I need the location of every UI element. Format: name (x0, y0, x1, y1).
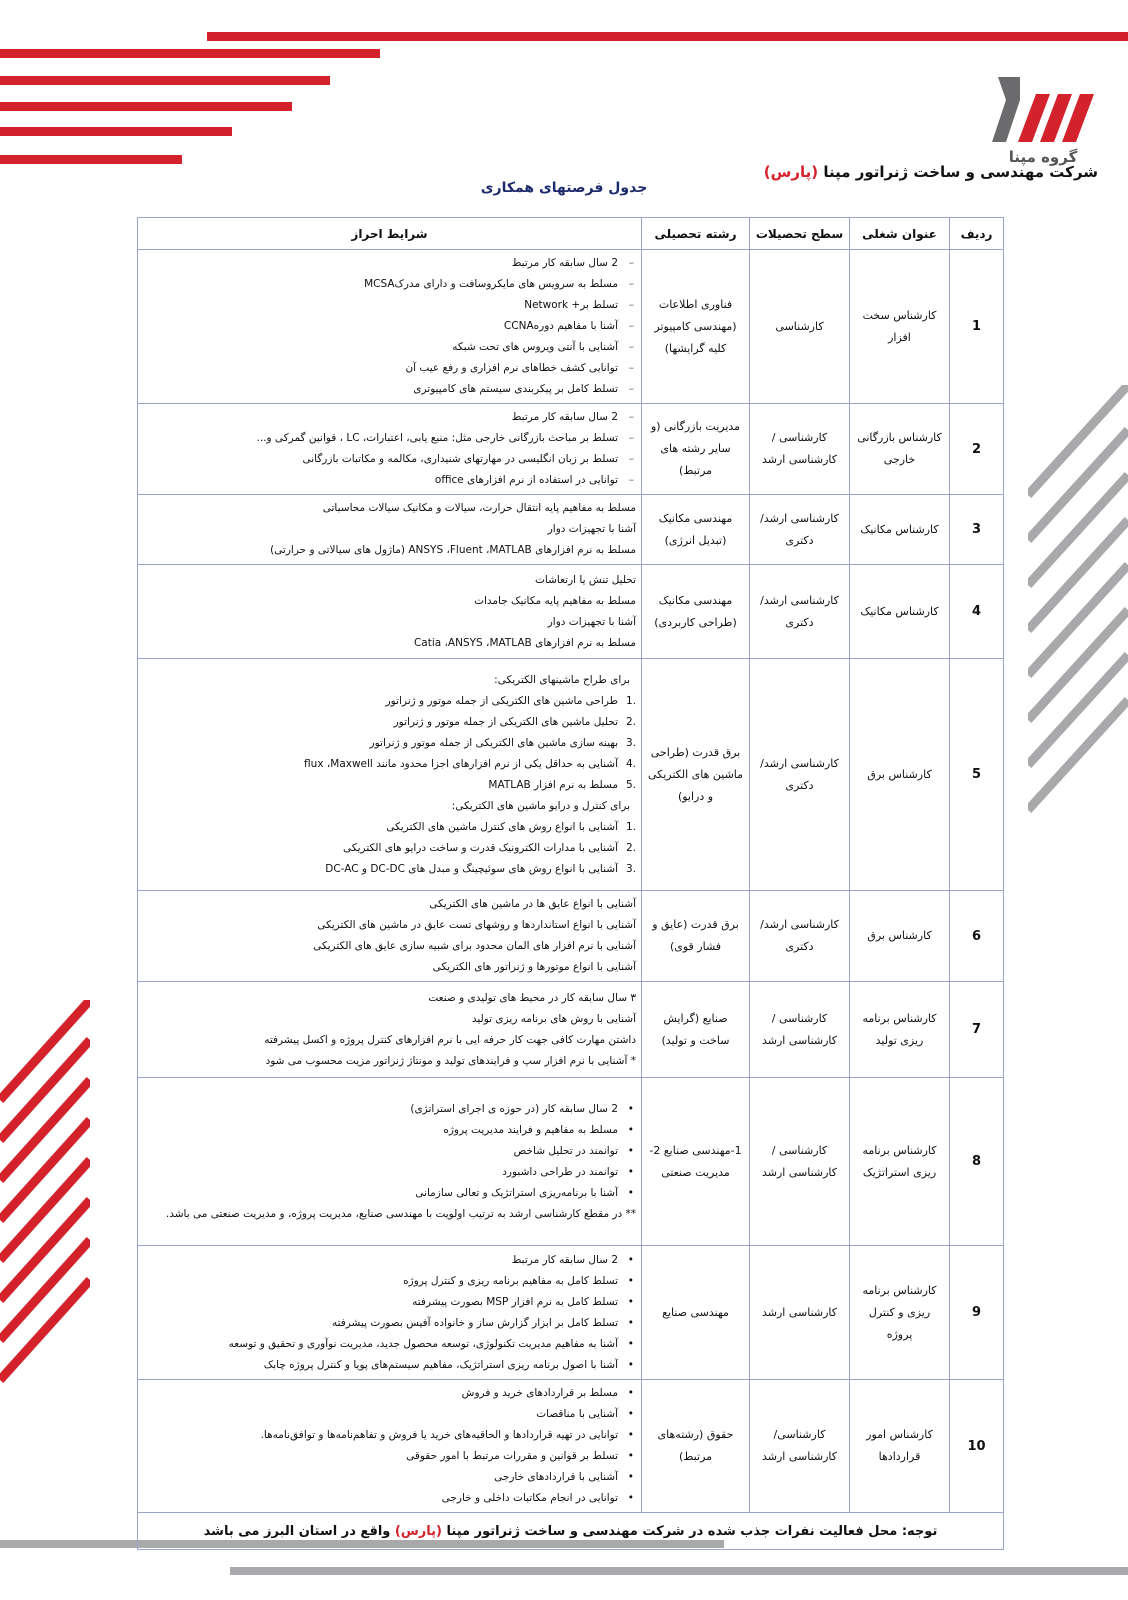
table-row (138, 495, 1004, 565)
requirement-item: .2 آشنایی با مدارات الکترونیک قدرت و ساخت درایو های الکتریکی (343, 841, 636, 854)
requirement-item: – توانایی در استفاده از نرم افزارهای office (143, 470, 636, 491)
requirement-group-title: برای کنترل و درایو ماشین های الکتریکی: (451, 799, 630, 812)
mapna-logo (988, 72, 1098, 167)
left-red-stripe (0, 127, 232, 136)
requirement-item: • آشنا با اصول برنامه ریزی استراتژیک، مفاهیم سیستم‌های پویا و کنترل پروژه چابک (143, 1355, 636, 1376)
job-title: کارشناس برنامه ریزی و کنترل پروژه (850, 1246, 950, 1380)
company-name: شرکت مهندسی و ساخت ژنراتور مپنا (پارس) (763, 163, 1098, 181)
field-of-study: حقوق (رشته‌های مرتبط) (642, 1380, 750, 1513)
requirement-item: • تسلط کامل به نرم افزار MSP بصورت پیشرفته (143, 1292, 636, 1313)
row-number: 3 (950, 495, 1004, 565)
requirement-item: آشنایی با انواع عایق ها در ماشین های الکتریکی (429, 898, 636, 910)
row-number: 8 (950, 1078, 1004, 1246)
requirement-item: – تسلط بر زبان انگلیسی در مهارتهای شنیداری، مکالمه و مکاتبات بازرگانی (143, 449, 636, 470)
requirement-item: – آشنا با مفاهیم دورهCCNA (143, 316, 636, 337)
table-row (138, 982, 1004, 1078)
header-job-title: عنوان شغلی (850, 218, 950, 250)
field-of-study: مهندسی مکانیک (تبدیل انرژی) (642, 495, 750, 565)
requirements-cell (138, 404, 642, 495)
requirements-cell (138, 1078, 642, 1246)
requirement-item: • توانمند در طراحی داشبورد (143, 1162, 636, 1183)
job-title: کارشناس مکانیک (850, 565, 950, 659)
requirement-item: آشنایی با انواع موتورها و ژنراتور های الکتریکی (432, 961, 636, 973)
requirement-item: داشتن مهارت کافی جهت کار حرفه ایی با نرم افزارهای کنترل پروژه و اکسل پیشرفته (264, 1033, 636, 1046)
requirement-item: • توانایی در تهیه قراردادها و الحاقیه‌های خرید یا فروش و تفاهم‌نامه‌ها و توافق‌نامه‌ها. (143, 1425, 636, 1446)
field-of-study: مدیریت بازرگانی (و سایر رشته های مرتبط) (642, 404, 750, 495)
left-red-stripe (0, 155, 182, 164)
field-of-study: برق قدرت (طراحی ماشین های الکتریکی و درایو) (642, 659, 750, 891)
requirement-item: .3 آشنایی با انواع روش های سوئیچینگ و مبدل های DC-DC و DC-AC (325, 862, 636, 875)
education-level: کارشناسی (750, 250, 850, 404)
table-row (138, 1246, 1004, 1380)
education-level: کارشناسی /کارشناسی ارشد (750, 404, 850, 495)
left-red-stripe (0, 102, 292, 111)
requirement-item: – مسلط به سرویس های مایکروسافت و دارای مدرکMCSA (143, 274, 636, 295)
requirement-item: • 2 سال سابقه کار (در حوزه ی اجرای استراتژی) (143, 1099, 636, 1120)
requirement-item: – تسلط بر+ Network (143, 295, 636, 316)
requirement-item: • توانایی در انجام مکاتبات داخلی و خارجی (143, 1488, 636, 1509)
requirement-item: • مسلط به مفاهیم و فرایند مدیریت پروژه (143, 1120, 636, 1141)
job-title: کارشناس برق (850, 891, 950, 982)
requirement-item: مسلط به نرم افزارهای ANSYS ،Fluent ،MATLAB (ماژول های سیالاتی و حرارتی) (270, 544, 636, 556)
job-title: کارشناس سخت افزار (850, 250, 950, 404)
field-of-study: مهندسی صنایع (642, 1246, 750, 1380)
requirement-item: • تسلط کامل بر ابزار گزارش ساز و خانواده آفیس بصورت پیشرفته (143, 1313, 636, 1334)
requirement-item: مسلط به نرم افزارهای Catia ،ANSYS ،MATLAB (413, 636, 636, 649)
requirement-item: مسلط به مفاهیم پایه انتقال حرارت، سیالات و مکانیک سیالات محاسباتی (322, 502, 636, 514)
bottom-gray-stripe (230, 1567, 1128, 1575)
field-of-study: صنایع (گرایش ساخت و تولید) (642, 982, 750, 1078)
row-number: 7 (950, 982, 1004, 1078)
education-level: کارشناسی ارشد (750, 1246, 850, 1380)
requirements-cell (138, 565, 642, 659)
education-level: کارشناسی ارشد/ دکتری (750, 495, 850, 565)
requirement-note: ** در مقطع کارشناسی ارشد به ترتیب اولویت با مهندسی صنایع، مدیریت پروژه، و مدیریت صنعتی می باشد. (165, 1207, 636, 1220)
requirement-item: .5 مسلط به نرم افزار MATLAB (488, 778, 636, 791)
requirement-item: • آشنا به مفاهیم مدیریت تکنولوژی، توسعه محصول جدید، مدیریت نوآوری و تحقیق و توسعه (143, 1334, 636, 1355)
requirement-item: • 2 سال سابقه کار مرتبط (143, 1250, 636, 1271)
requirement-item: آشنایی با روش های برنامه ریزی تولید (471, 1012, 636, 1025)
requirement-item: • تسلط کامل به مفاهیم برنامه ریزی و کنترل پروژه (143, 1271, 636, 1292)
table-header-row (138, 218, 1004, 250)
left-red-diagonals (0, 1000, 90, 1400)
field-of-study: برق قدرت (عایق و فشار قوی) (642, 891, 750, 982)
row-number: 1 (950, 250, 1004, 404)
table-row (138, 891, 1004, 982)
left-red-stripe (0, 76, 330, 85)
field-of-study: 1-مهندسی صنایع 2- مدیریت صنعتی (642, 1078, 750, 1246)
requirement-item: • مسلط بر قراردادهای خرید و فروش (143, 1383, 636, 1404)
requirement-item: ۳ سال سابقه کار در محیط های تولیدی و صنعت (428, 991, 636, 1004)
education-level: کارشناسی ارشد/ دکتری (750, 565, 850, 659)
requirement-item: – 2 سال سابقه کار مرتبط (143, 407, 636, 428)
requirements-cell (138, 982, 642, 1078)
table-row (138, 1380, 1004, 1513)
job-title: کارشناس بازرگانی خارجی (850, 404, 950, 495)
row-number: 5 (950, 659, 1004, 891)
requirement-group-title: برای طراح ماشینهای الکتریکی: (494, 673, 630, 686)
requirement-item: • آشنایی با مناقصات (143, 1404, 636, 1425)
job-title: کارشناس مکانیک (850, 495, 950, 565)
requirement-item: .1 طراحی ماشین های الکتریکی از جمله موتور و ژنراتور (385, 694, 636, 707)
field-of-study: فناوری اطلاعات (مهندسی کامپیوتر کلیه گرایشها) (642, 250, 750, 404)
svg-text:گروه مپنا: گروه مپنا (1008, 148, 1078, 166)
requirement-item: .4 آشنایی به حداقل یکی از نرم افزارهای اجزا محدود مانند flux ،Maxwell (304, 757, 636, 770)
right-gray-diagonals (1028, 385, 1128, 815)
row-number: 6 (950, 891, 1004, 982)
page-title: جدول فرصتهای همکاری (480, 180, 648, 196)
requirements-cell (138, 659, 642, 891)
education-level: کارشناسی ارشد/ دکتری (750, 659, 850, 891)
requirement-item: آشنایی با نرم افزار های المان محدود برای شبیه سازی عایق های الکتریکی (313, 940, 636, 952)
job-title: کارشناس برق (850, 659, 950, 891)
requirement-item: • توانمند در تحلیل شاخص (143, 1141, 636, 1162)
requirement-item: • آشنا با برنامه‌ریزی استراتژیک و تعالی سازمانی (143, 1183, 636, 1204)
header-education-level: سطح تحصیلات (750, 218, 850, 250)
requirements-cell (138, 250, 642, 404)
requirement-item: • آشنایی با قراردادهای خارجی (143, 1467, 636, 1488)
table-row (138, 565, 1004, 659)
requirements-cell (138, 1246, 642, 1380)
header-requirements: شرایط احراز (138, 218, 642, 250)
requirement-item: – تسلط بر مباحث بازرگانی خارجی مثل: منبع یابی، اعتبارات، LC ، قوانین گمرکی و... (143, 428, 636, 449)
education-level: کارشناسی/ کارشناسی ارشد (750, 1380, 850, 1513)
requirement-item: .3 بهینه سازی ماشین های الکتریکی از جمله موتور و ژنراتور (369, 736, 636, 749)
row-number: 10 (950, 1380, 1004, 1513)
requirement-item: – تسلط کامل بر پیکربندی سیستم های کامپیوتری (143, 379, 636, 400)
requirement-item: .2 تحلیل ماشین های الکتریکی از جمله موتور و ژنراتور (393, 715, 636, 728)
requirement-item: • تسلط بر قوانین و مقررات مرتبط با امور حقوقی (143, 1446, 636, 1467)
requirements-cell (138, 891, 642, 982)
requirements-cell (138, 1380, 642, 1513)
row-number: 9 (950, 1246, 1004, 1380)
requirement-item: آشنا با تجهیزات دوار (547, 523, 636, 535)
requirement-item: .1 آشنایی با انواع روش های کنترل ماشین های الکتریکی (386, 820, 636, 833)
requirement-item: آشنایی با انواع استانداردها و روشهای تست عایق در ماشین های الکتریکی (317, 919, 636, 931)
left-red-stripe (0, 49, 380, 58)
field-of-study: مهندسی مکانیک (طراحی کاربردی) (642, 565, 750, 659)
table-row (138, 659, 1004, 891)
job-opportunities-table (137, 217, 1004, 1550)
education-level: کارشناسی ارشد/ دکتری (750, 891, 850, 982)
row-number: 4 (950, 565, 1004, 659)
top-red-stripe (207, 32, 1128, 41)
header-row-number: ردیف (950, 218, 1004, 250)
table-row (138, 1078, 1004, 1246)
row-number: 2 (950, 404, 1004, 495)
requirement-item: – 2 سال سابقه کار مرتبط (143, 253, 636, 274)
requirement-item: تحلیل تنش یا ارتعاشات (535, 573, 636, 586)
requirement-item: – آشنایی با آنتی ویروس های تحت شبکه (143, 337, 636, 358)
requirement-item: آشنا با تجهیزات دوار (547, 615, 636, 628)
education-level: کارشناسی /کارشناسی ارشد (750, 1078, 850, 1246)
education-level: کارشناسی /کارشناسی ارشد (750, 982, 850, 1078)
table-row (138, 404, 1004, 495)
footer-note: توجه: محل فعالیت نفرات جذب شده در شرکت مهندسی و ساخت ژنراتور مپنا (پارس) واقع در استان البرز می باشد (138, 1513, 1004, 1550)
job-title: کارشناس امور قراردادها (850, 1380, 950, 1513)
table-row (138, 250, 1004, 404)
requirement-item: * آشنایی با نرم افزار سپ و فرایندهای تولید و مونتاژ ژنراتور مزیت محسوب می شود (265, 1054, 636, 1067)
table-footer-row (138, 1513, 1004, 1550)
job-title: کارشناس برنامه ریزی تولید (850, 982, 950, 1078)
job-title: کارشناس برنامه ریزی استراتژیک (850, 1078, 950, 1246)
header-field-of-study: رشته تحصیلی (642, 218, 750, 250)
requirement-item: – توانایی کشف خطاهای نرم افزاری و رفع عیب آن (143, 358, 636, 379)
requirements-cell (138, 495, 642, 565)
requirement-item: مسلط به مفاهیم پایه مکانیک جامدات (474, 594, 636, 607)
